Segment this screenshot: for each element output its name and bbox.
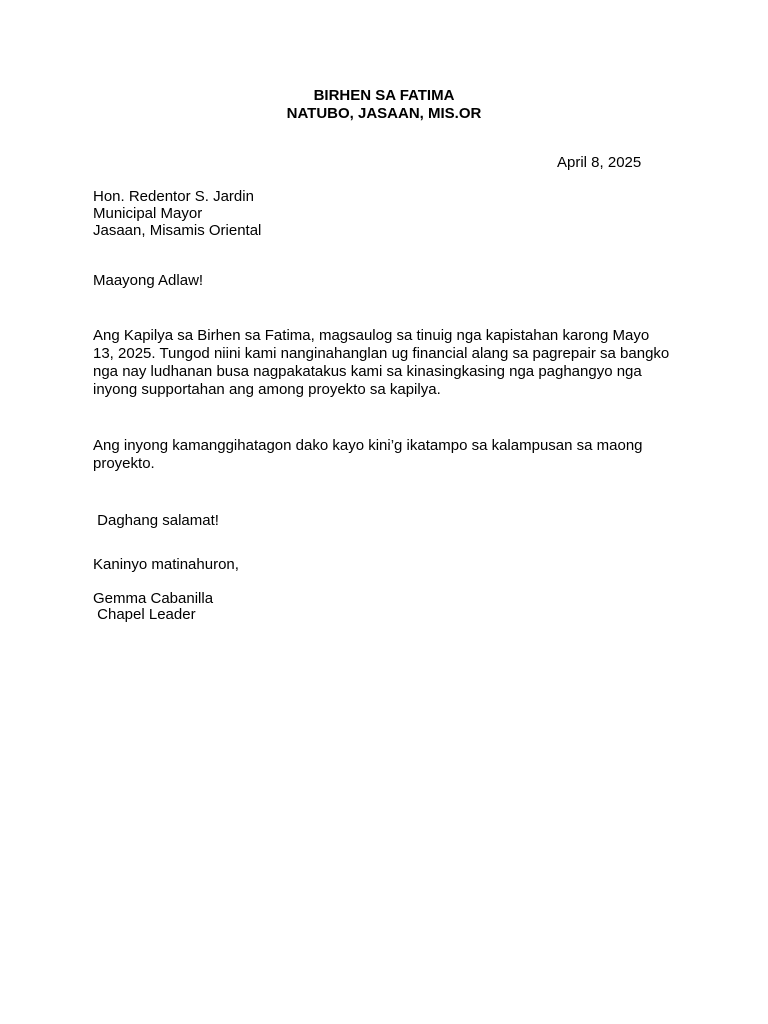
letter-heading-chapel-name: BIRHEN SA FATIMA: [313, 87, 455, 104]
letter-date: April 8, 2025: [557, 154, 642, 171]
closing-line: Kaninyo matinahuron,: [93, 556, 239, 573]
body-paragraph-1: Ang Kapilya sa Birhen sa Fatima, magsaulog sa tinuig nga kapistahan karong Mayo 13, 2025. Tungod niini kami nanginahanglan ug financial alang sa pagrepair sa bangko nga nay ludhanan busa nagpakatakus kami sa kinasingkasing nga paghangyo nga inyong supportahan ang among proyekto sa kapilya.: [93, 327, 670, 398]
signature-name: Gemma Cabanilla: [93, 590, 214, 607]
body-paragraph-2: Ang inyong kamanggihatagon dako kayo kini’g ikatampo sa kalampusan sa maong proyekto.: [93, 437, 643, 472]
letter-heading-location: NATUBO, JASAAN, MIS.OR: [286, 105, 482, 122]
greeting: Maayong Adlaw!: [93, 272, 204, 289]
recipient-address: Jasaan, Misamis Oriental: [93, 222, 262, 239]
thanks-line: Daghang salamat!: [93, 512, 219, 529]
signature-role: Chapel Leader: [93, 606, 196, 623]
recipient-name: Hon. Redentor S. Jardin: [93, 188, 254, 205]
recipient-title: Municipal Mayor: [93, 205, 203, 222]
